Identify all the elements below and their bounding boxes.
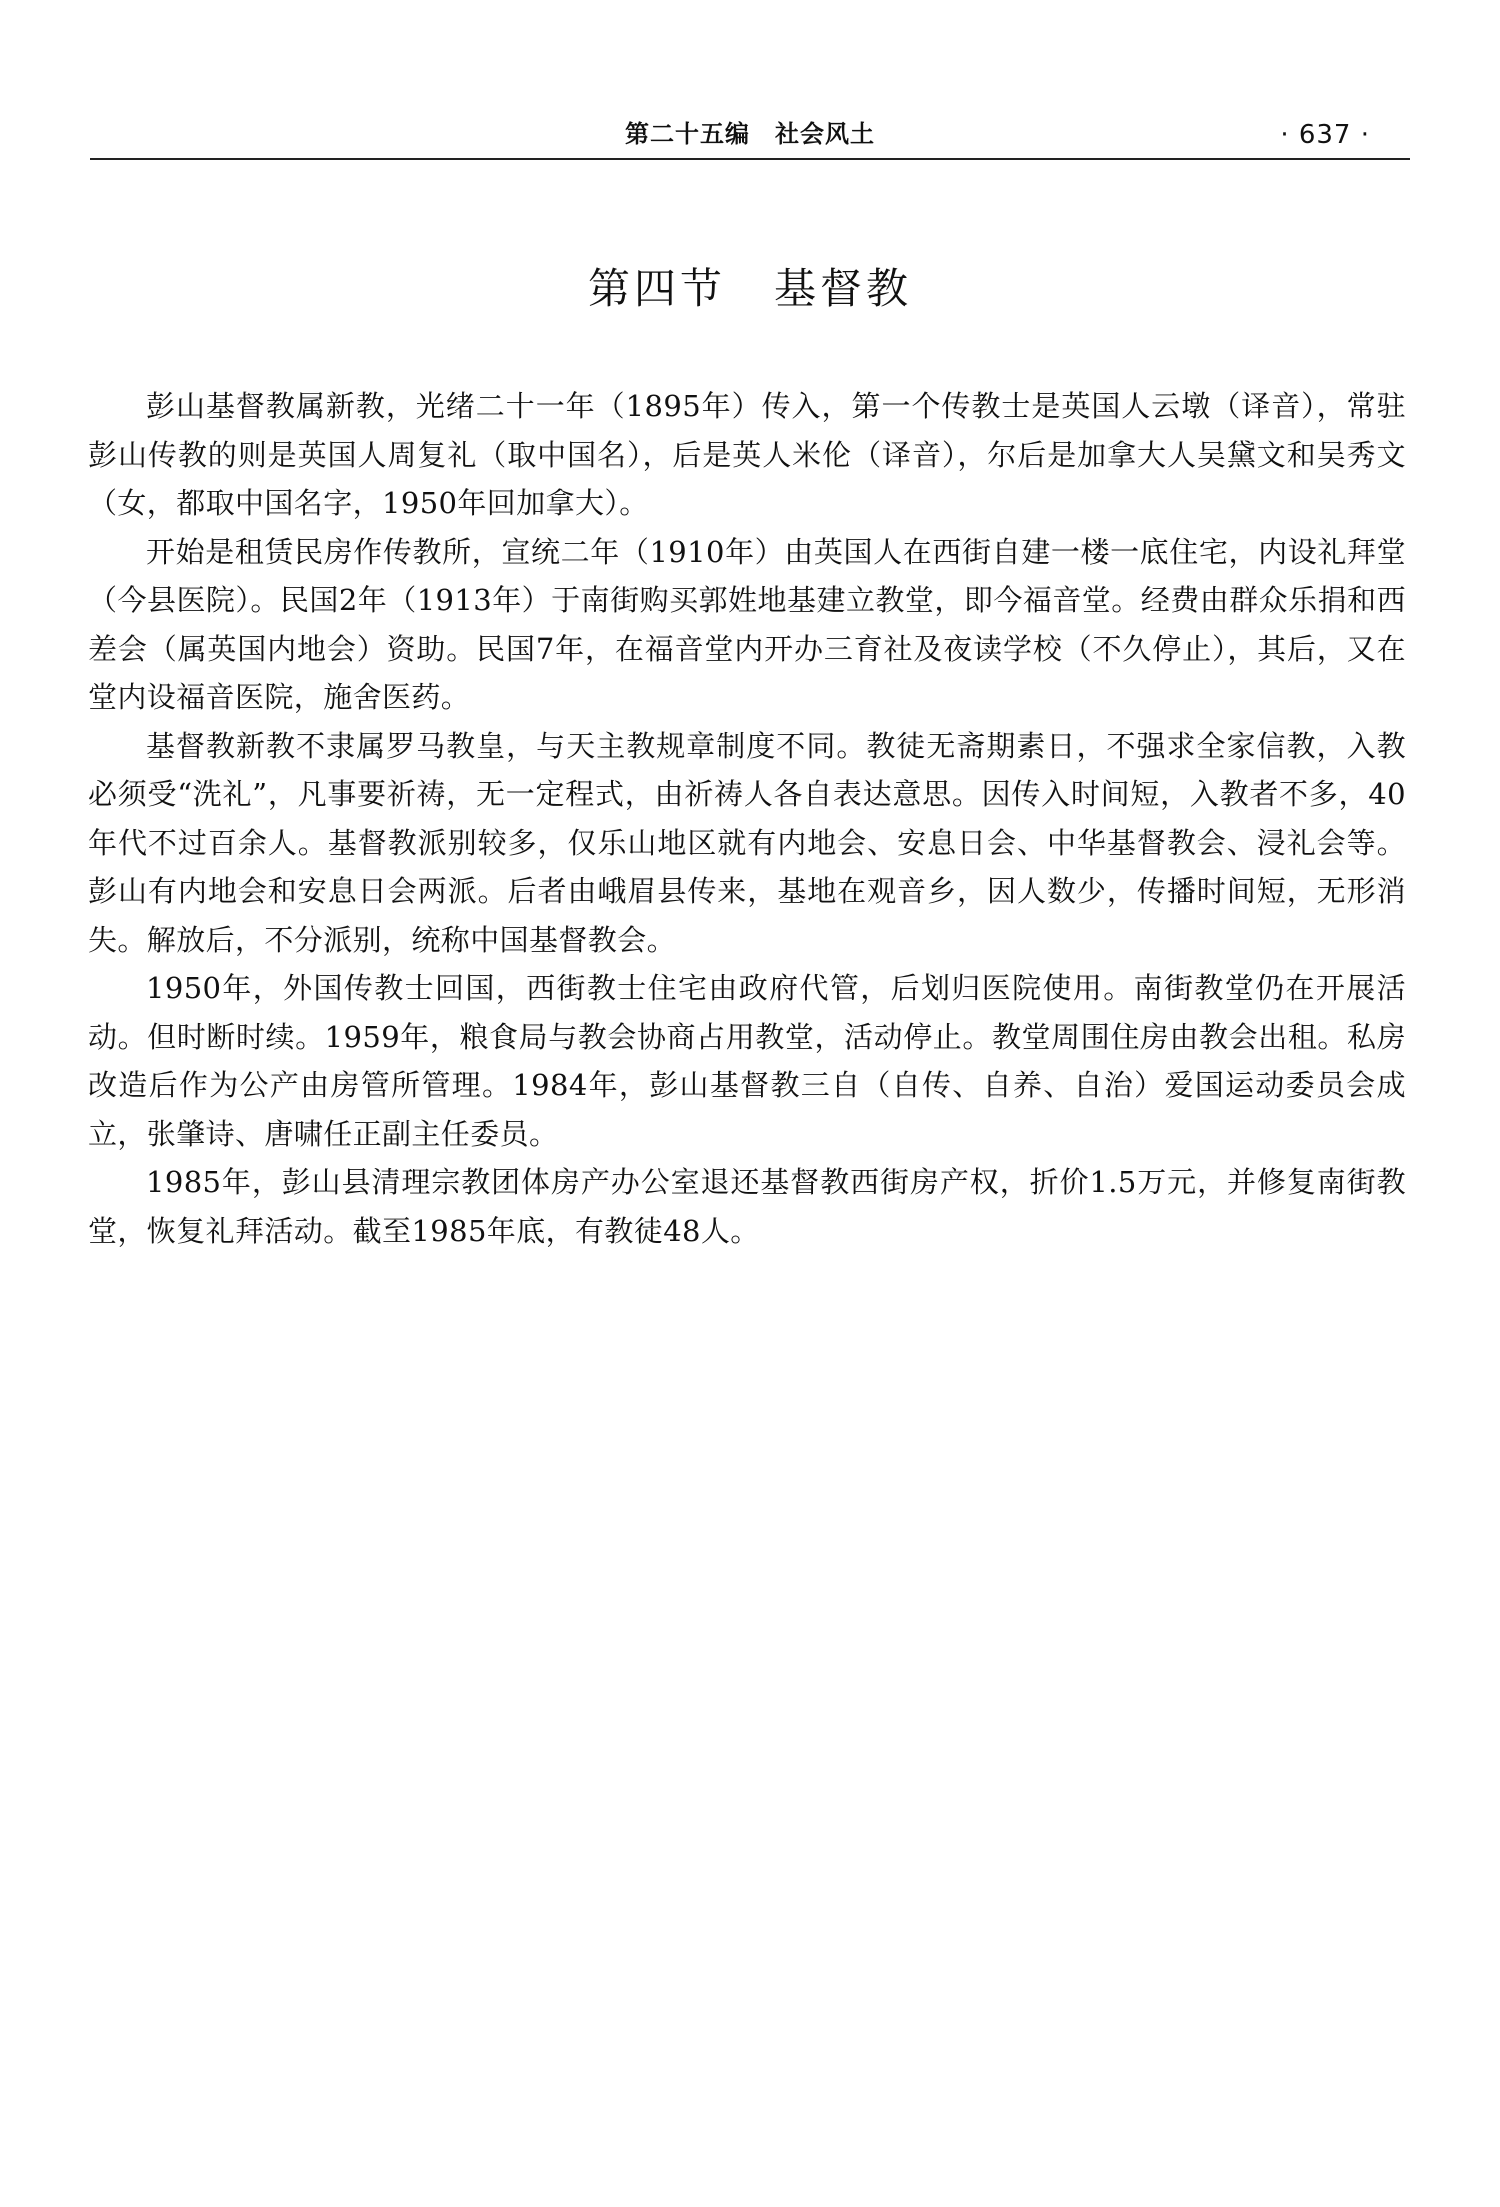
body-text bbox=[88, 382, 1406, 1255]
section-name: 基督教 bbox=[774, 264, 913, 313]
page-number: · 637 · bbox=[1280, 120, 1370, 150]
paragraph-establishment: 开始是租赁民房作传教所，宣统二年（1910年）由英国人在西街自建一楼一底住宅，内设礼拜堂（今县医院）。民国2年（1913年）于南街购买郭姓地基建立教堂，即今福音堂。经费由群众乐捐和西差会（属英国内地会）资助。民国7年，在福音堂内开办三育社及夜读学校（不久停止），其后，又在堂内设福音医院，施舍医药。 bbox=[88, 534, 1406, 714]
section-number: 第四节 bbox=[587, 264, 726, 313]
running-head bbox=[90, 100, 1410, 160]
running-title: 第二十五编 社会风土 bbox=[625, 120, 875, 148]
paragraph-1985: 1985年，彭山县清理宗教团体房产办公室退还基督教西街房产权，折价1.5万元，并修复南街教堂，恢复礼拜活动。截至1985年底，有教徒48人。 bbox=[88, 1165, 1406, 1248]
header-rule bbox=[90, 158, 1410, 160]
paragraph-doctrine: 基督教新教不隶属罗马教皇，与天主教规章制度不同。教徒无斋期素日，不强求全家信教，入教必须受“洗礼”，凡事要祈祷，无一定程式，由祈祷人各自表达意思。因传入时间短，入教者不多，40年代不过百余人。基督教派别较多，仅乐山地区就有内地会、安息日会、中华基督教会、浸礼会等。彭山有内地会和安息日会两派。后者由峨眉县传来，基地在观音乡，因人数少，传播时间短，无形消失。解放后，不分派别，统称中国基督教会。 bbox=[88, 728, 1406, 957]
paragraph-post-1950: 1950年，外国传教士回国，西街教士住宅由政府代管，后划归医院使用。南街教堂仍在开展活动。但时断时续。1959年，粮食局与教会协商占用教堂，活动停止。教堂周围住房由教会出租。私房改造后作为公产由房管所管理。1984年，彭山基督教三自（自传、自养、自治）爱国运动委员会成立，张肇诗、唐啸任正副主任委员。 bbox=[88, 971, 1406, 1151]
section-title bbox=[0, 256, 1500, 316]
paragraph-intro: 彭山基督教属新教，光绪二十一年（1895年）传入，第一个传教士是英国人云墩（译音），常驻彭山传教的则是英国人周复礼（取中国名），后是英人米伦（译音），尔后是加拿大人吴黛文和吴秀文（女，都取中国名字，1950年回加拿大）。 bbox=[88, 389, 1406, 520]
